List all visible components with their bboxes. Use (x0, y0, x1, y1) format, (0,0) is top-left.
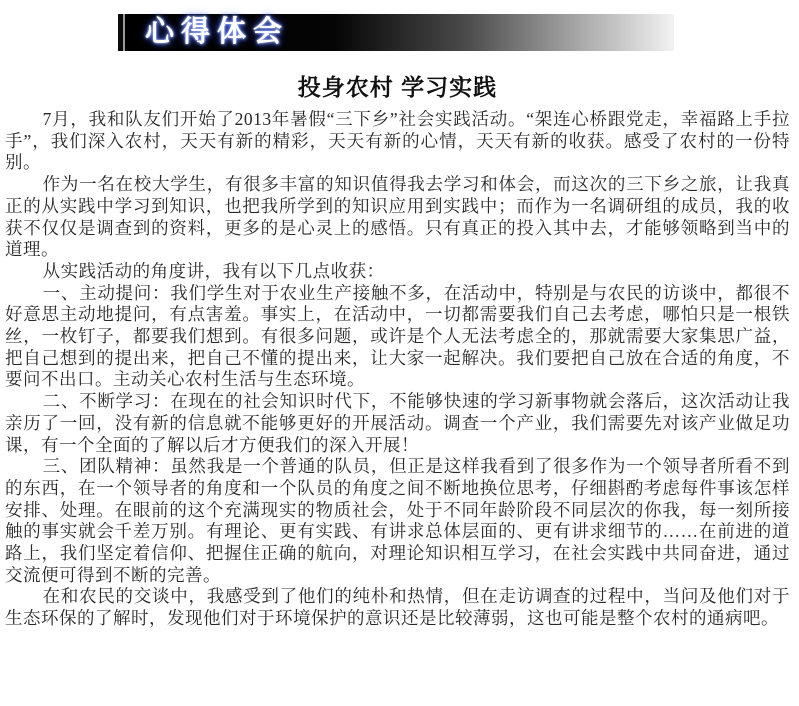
paragraph-closing: 在和农民的交谈中，我感受到了他们的纯朴和热情，但在走访调查的过程中，当问及他们对于生态环保的了解时，发现他们对于环境保护的意识还是比较薄弱，这也可能是整个农村的通病吧。 (5, 586, 790, 629)
paragraph-point-1-asking-questions: 一、主动提问：我们学生对于农业生产接触不多，在活动中，特别是与农民的访谈中，都很不好意思主动地提问，有点害羞。事实上，在活动中，一切都需要我们自己去考虑，哪怕只是一根铁丝，一枚钉子，都要我们想到。有很多问题，或许是个人无法考虑全的，那就需要大家集思广益，把自己想到的提出来，把自己不懂的提出来，让大家一起解决。我们要把自己放在合适的角度，不要问不出口。主动关心农村生活与生态环境。 (5, 282, 790, 390)
banner-title: 心得体会 (145, 16, 290, 48)
paragraph-intro: 7月，我和队友们开始了2013年暑假“三下乡”社会实践活动。“架连心桥跟党走，幸福路上手拉手”，我们深入农村，天天有新的精彩，天天有新的心情，天天有新的收获。感受了农村的一份特别。 (5, 109, 790, 173)
header-banner (0, 14, 799, 51)
paragraph-student-reflection: 作为一名在校大学生，有很多丰富的知识值得我去学习和体会，而这次的三下乡之旅，让我真正的从实践中学习到知识，也把我所学到的知识应用到实践中；而作为一名调研组的成员，我的收获不仅仅是调查到的资料，更多的是心灵上的感悟。只有真正的投入其中去，才能够领略到当中的道理。 (5, 174, 790, 260)
banner-gradient-strip (125, 14, 674, 51)
paragraph-point-3-team-spirit: 三、团队精神：虽然我是一个普通的队员，但正是这样我看到了很多作为一个领导者所看不到的东西，在一个领导者的角度和一个队员的角度之间不断地换位思考，仔细斟酌考虑每件事该怎样安排、处理。在眼前的这个充满现实的物质社会，处于不同年龄阶段不同层次的你我，每一刻所接触的事实就会千差万别。有理论、更有实践、有讲求总体层面的、更有讲求细节的……在前进的道路上，我们坚定着信仰、把握住正确的航向，对理论知识相互学习，在社会实践中共同奋进，通过交流便可得到不断的完善。 (5, 456, 790, 585)
page-title: 投身农村 学习实践 (297, 74, 498, 100)
document-body (0, 69, 799, 630)
paragraph-lead-in: 从实践活动的角度讲，我有以下几点收获： (42, 260, 385, 281)
paragraph-point-2-continuous-learning: 二、不断学习：在现在的社会知识时代下，不能够快速的学习新事物就会落后，这次活动让我亲历了一回，没有新的信息就不能够更好的开展活动。调查一个产业，我们需要先对该产业做足功课，有一个全面的了解以后才方便我们的深入开展！ (5, 391, 790, 455)
